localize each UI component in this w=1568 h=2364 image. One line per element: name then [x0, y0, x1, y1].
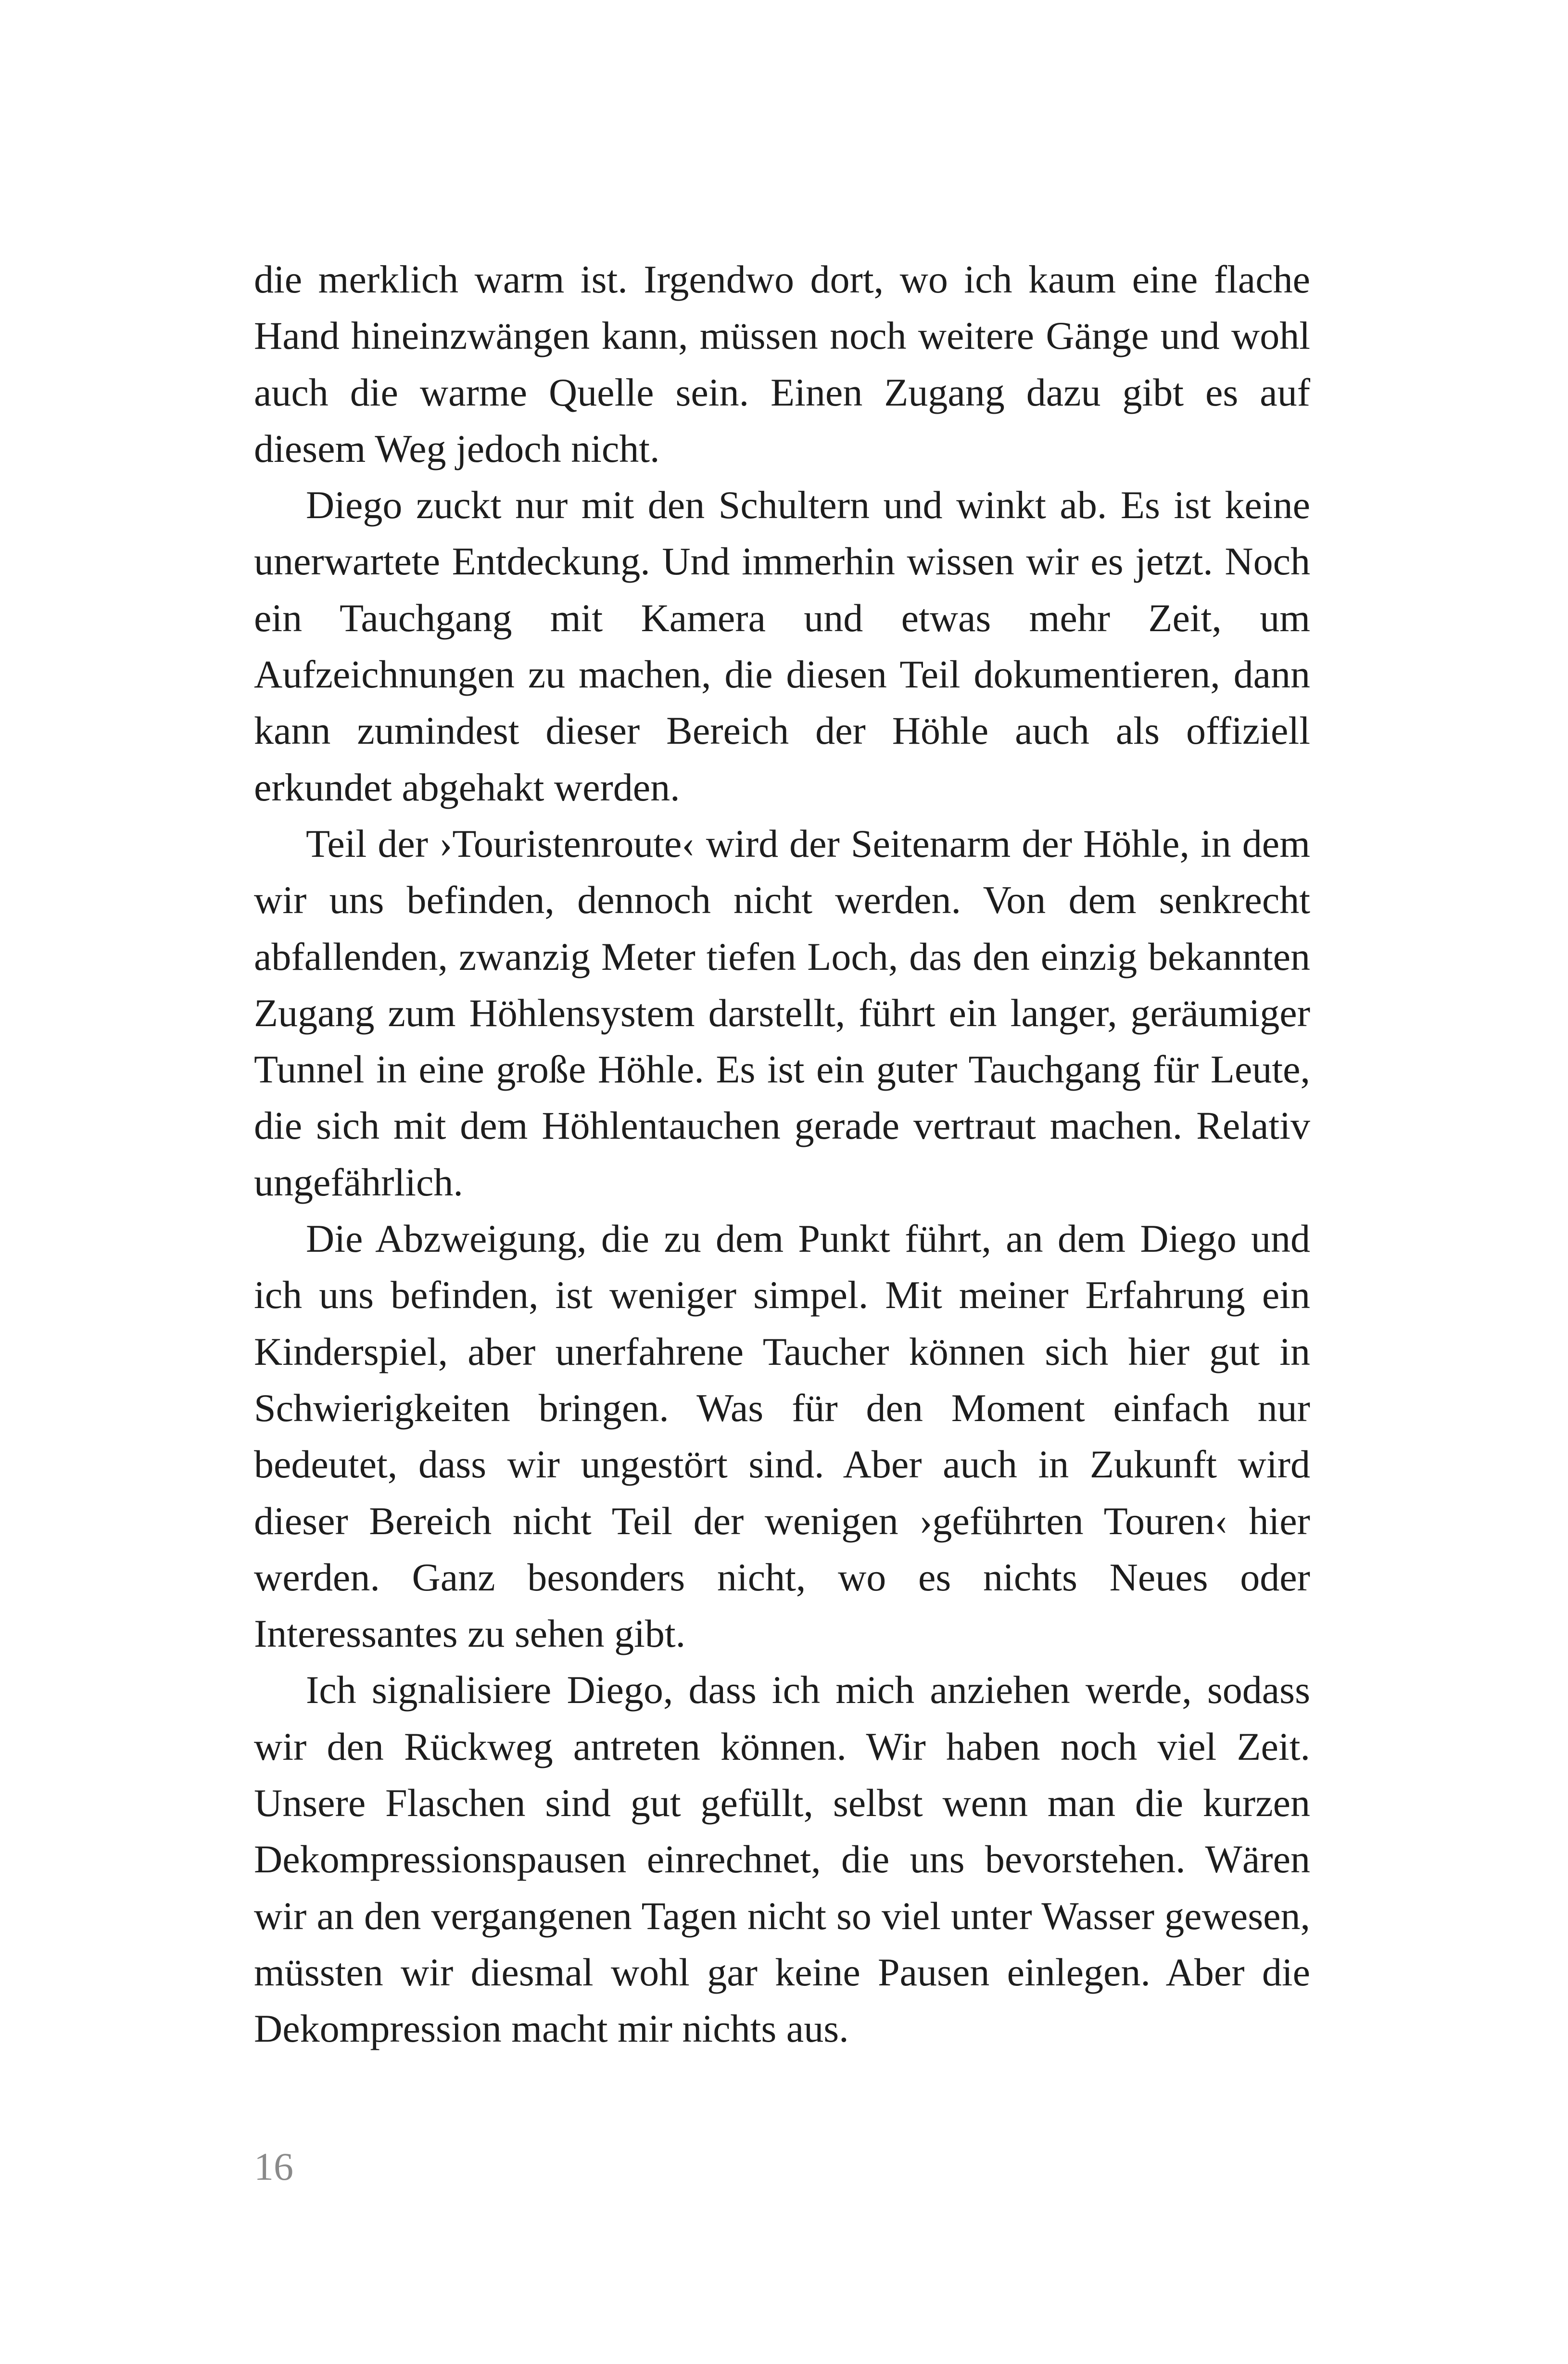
paragraph: Teil der ›Touristenroute‹ wird der Seitenarm der Höhle, in dem wir uns befinden, dennoch nicht werden. Von dem senkrecht abfallenden, zwanzig Meter tiefen Loch, das den einzig bekannten Zugang zum Höhlensystem darstellt, führt ein langer, geräumiger Tunnel in eine große Höhle. Es ist ein guter Tauchgang für Leute, die sich mit dem Höhlentauchen gerade vertraut machen. Relativ ungefährlich.: [254, 821, 1310, 1204]
paragraph-continuation: die merklich warm ist. Irgendwo dort, wo ich kaum eine flache Hand hineinzwängen kann, müssen noch weitere Gänge und wohl auch die warme Quelle sein. Einen Zugang dazu gibt es auf diesem Weg jedoch nicht.: [254, 257, 1310, 470]
paragraph: Ich signalisiere Diego, dass ich mich anziehen werde, sodass wir den Rückweg antreten können. Wir haben noch viel Zeit. Unsere Flaschen sind gut gefüllt, selbst wenn man die kurzen Dekompressionspausen einrechnet, die uns bevorstehen. Wären wir an den vergangenen Tagen nicht so viel unter Wasser gewesen, müssten wir diesmal wohl gar keine Pausen einlegen. Aber die Dekompression macht mir nichts aus.: [254, 1668, 1310, 2051]
paragraph: Diego zuckt nur mit den Schultern und winkt ab. Es ist keine unerwartete Entdeckung. Und immerhin wissen wir es jetzt. Noch ein Tauchgang mit Kamera und etwas mehr Zeit, um Aufzeichnungen zu machen, die diesen Teil dokumentieren, dann kann zumindest dieser Bereich der Höhle auch als offiziell erkundet abgehakt werden.: [254, 483, 1310, 809]
page-number: 16: [254, 2145, 293, 2188]
body-text: [254, 251, 1310, 2057]
paragraph: Die Abzweigung, die zu dem Punkt führt, an dem Diego und ich uns befinden, ist weniger simpel. Mit meiner Erfahrung ein Kinderspiel, aber unerfahrene Taucher können sich hier gut in Schwierigkeiten bringen. Was für den Moment einfach nur bedeutet, dass wir ungestört sind. Aber auch in Zukunft wird dieser Bereich nicht Teil der wenigen ›geführten Touren‹ hier werden. Ganz besonders nicht, wo es nichts Neues oder Interessantes zu sehen gibt.: [254, 1217, 1310, 1656]
